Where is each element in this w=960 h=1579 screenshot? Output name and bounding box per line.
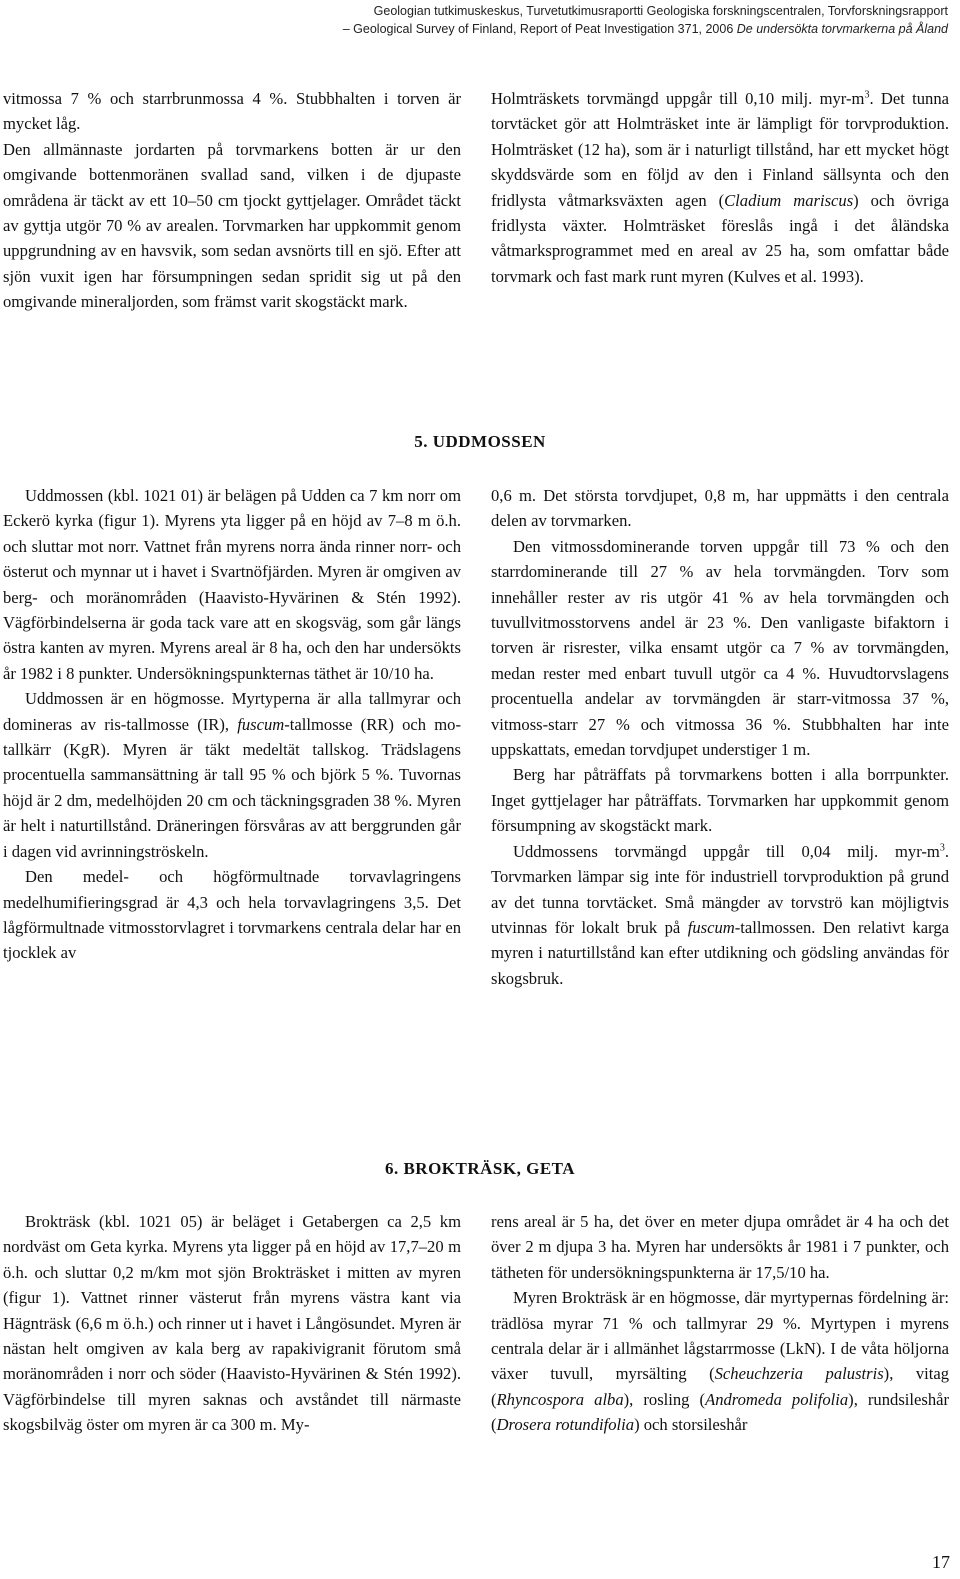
paragraph: Den allmännaste jordarten på torvmarkens botten är ur den omgivande bottenmoränen svallad sand, vilken i de djupaste områdena är täckt av ett 10–50 cm tjockt gyttjelager. Området täckt av gyttja utgör 70 % av arealen. Torvmarken har uppkommit genom uppgrundning av en havsvik, som sedan avsnörts till en sjö. Efter att sjön vuxit igen har försumpningen sedan spridit sig ut på den omgivande mineraljorden, som främst varit skogstäckt mark. (3, 139, 461, 312)
running-header (8, 2, 948, 38)
section4-left-column (3, 86, 461, 315)
paragraph: vitmossa 7 % och starrbrunmossa 4 %. Stubbhalten i torven är mycket låg. (3, 89, 461, 134)
paragraph: Den medel- och högförmultnade torvavlagringens medelhumifieringsgrad är 4,3 och hela torvavlagringens 3,5. Det lågförmultnade vitmosstorvlagret i torvmarkens centrala delar har en tjocklek av (3, 867, 461, 963)
header-line-2-italic: De undersökta torvmarkerna på Åland (736, 22, 948, 36)
paragraph: Holmträskets torvmängd uppgår till 0,10 milj. myr-$m^3$. Det tunna torvtäcket gör att Holmträsket inte är lämpligt för torvproduktion. Holmträsket (12 ha), som är i naturligt tillstånd, har ett mycket högt skyddsvärde som en följd av den i Finland sällsynta och den fridlysta våtmarksväxten agen (Cladium mariscus) och övriga fridlysta växter. Holmträsket föreslås ingå i det åländska våtmarksprogrammet med en areal av 25 ha, som omfattar både torvmark och fast mark runt myren (Kulves et al. 1993). (491, 89, 950, 286)
paragraph: Berg har påträffats på torvmarkens botten i alla borrpunkter. Inget gyttjelager har påträffats. Torvmarken har uppkommit genom försumpning av skogstäckt mark. (491, 765, 949, 836)
section-heading-broktrask: 6. BROKTRÄSK, GETA (384, 1159, 576, 1178)
header-line-2-text: – Geological Survey of Finland, Report of Peat Investigation 371, 2006 (342, 22, 734, 36)
section-heading-uddmossen: 5. UDDMOSSEN (414, 432, 546, 451)
paragraph: rens areal är 5 ha, det över en meter djupa området är 4 ha och det över 2 m djupa 3 ha. Myren har undersökts år 1981 i 7 punkter, och tätheten för undersökningspunkterna är 17,5/10 ha. (491, 1212, 949, 1282)
header-line-1: Geologian tutkimuskeskus, Turvetutkimusraportti Geologiska forskningscentralen, Torvforskningsrapport (373, 4, 948, 18)
paragraph: Uddmossen (kbl. 1021 01) är belägen på Udden ca 7 km norr om Eckerö kyrka (figur 1). Myrens yta ligger på en höjd av 7–8 m ö.h. och sluttar mot norr. Vattnet från myrens norra ända rinner norr- och österut och mynnar ut i havet i Svartnöfjärden. Myren är omgiven av berg- och moränområden (Haavisto-Hyvärinen & Stén 1992). Vägförbindelserna är goda tack vare att en skogsväg, som går längs östra kanten av myren. Myrens areal är 8 ha, och den har undersökts år 1982 i 8 punkter. Undersökningspunkternas täthet är 10/10 ha. (3, 486, 461, 683)
paragraph: Brokträsk (kbl. 1021 05) är beläget i Getabergen ca 2,5 km nordväst om Geta kyrka. Myrens yta ligger på en höjd av 17,7–20 m ö.h. och sluttar 0,2 m/km mot sjön Brokträsket i mitten av myren (figur 1). Vattnet rinner västerut från myrens västra kant via Hägnträsk (6,6 m ö.h.) och rinner ut i havet i Långösundet. Myren är nästan helt omgiven av kala berg av rapakivigranit förutom små moränområden i norr och söder (Haavisto-Hyvärinen & Stén 1992). Vägförbindelse till myren saknas och avståndet till närmaste skogsbilväg öster om myren är ca 300 m. My- (3, 1212, 461, 1435)
page-number: 17 (932, 1552, 950, 1572)
section5-left-column (3, 483, 461, 966)
paragraph: Uddmossens torvmängd uppgår till 0,04 milj. myr-$m^3$. Torvmarken lämpar sig inte för industriell torvproduktion på grund av det tunna torvtäcket. Små mängder av torvströ kan möjligtvis utvinnas för lokalt bruk på fuscum-tallmossen. Den relativt karga myren i naturtillstånd kan efter utdikning och gödsling användas för skogsbruk. (491, 841, 949, 988)
paragraph: 0,6 m. Det största torvdjupet, 0,8 m, har uppmätts i den centrala delen av torvmarken. (491, 486, 949, 531)
header-line-2 (8, 20, 948, 38)
section6-left-column (3, 1209, 461, 1438)
section6-right-column (491, 1209, 949, 1438)
paragraph: Den vitmossdominerande torven uppgår till 73 % och den starrdominerande till 27 % av hela torvmängden. Torv som innehåller rester av ris utgör 41 % av hela torvmängden och tuvullvitmosstorvens andel är 23 %. Den vanligaste bifaktorn i torven är risrester, vilka ensamt utgör ca 7 % av torvmängden, medan rester med enbart tuvull utgör ca 4 %. Huvudtorvslagens procentuella andelar av torvmängden är starr-vitmossa 37 %, vitmoss-starr 27 % och vitmossa 36 %. Stubbhalten har inte uppskattats, emedan torvdjupet understiger 1 m. (491, 536, 949, 760)
section5-right-column (491, 483, 949, 991)
section4-right-column (491, 86, 949, 289)
paragraph: Uddmossen är en högmosse. Myrtyperna är alla tallmyrar och domineras av ris-tallmosse (IR), fuscum-tallmosse (RR) och mo-tallkärr (KgR). Myren är täkt medeltät tallskog. Trädslagens procentuella sammansättning är tall 95 % och björk 5 %. Tuvornas höjd är 2 dm, medelhöjden 20 cm och täckningsgraden 38 %. Myren är helt i naturtillstånd. Dräneringen försvåras av att berggrunden går i dagen vid avrinningströskeln. (3, 689, 461, 861)
paragraph: Myren Brokträsk är en högmosse, där myrtypernas fördelning är: trädlösa myrar 71 % och tallmyrar 29 %. Myrtypen i myrens centrala delar är i allmänhet lågstarrmosse (LkN). I de våta höljorna växer tuvull, myrsälting (Scheuchzeria palustris), vitag (Rhyncospora alba), rosling (Andromeda polifolia), rundsileshår (Drosera rotundifolia) och storsileshår (491, 1288, 950, 1435)
